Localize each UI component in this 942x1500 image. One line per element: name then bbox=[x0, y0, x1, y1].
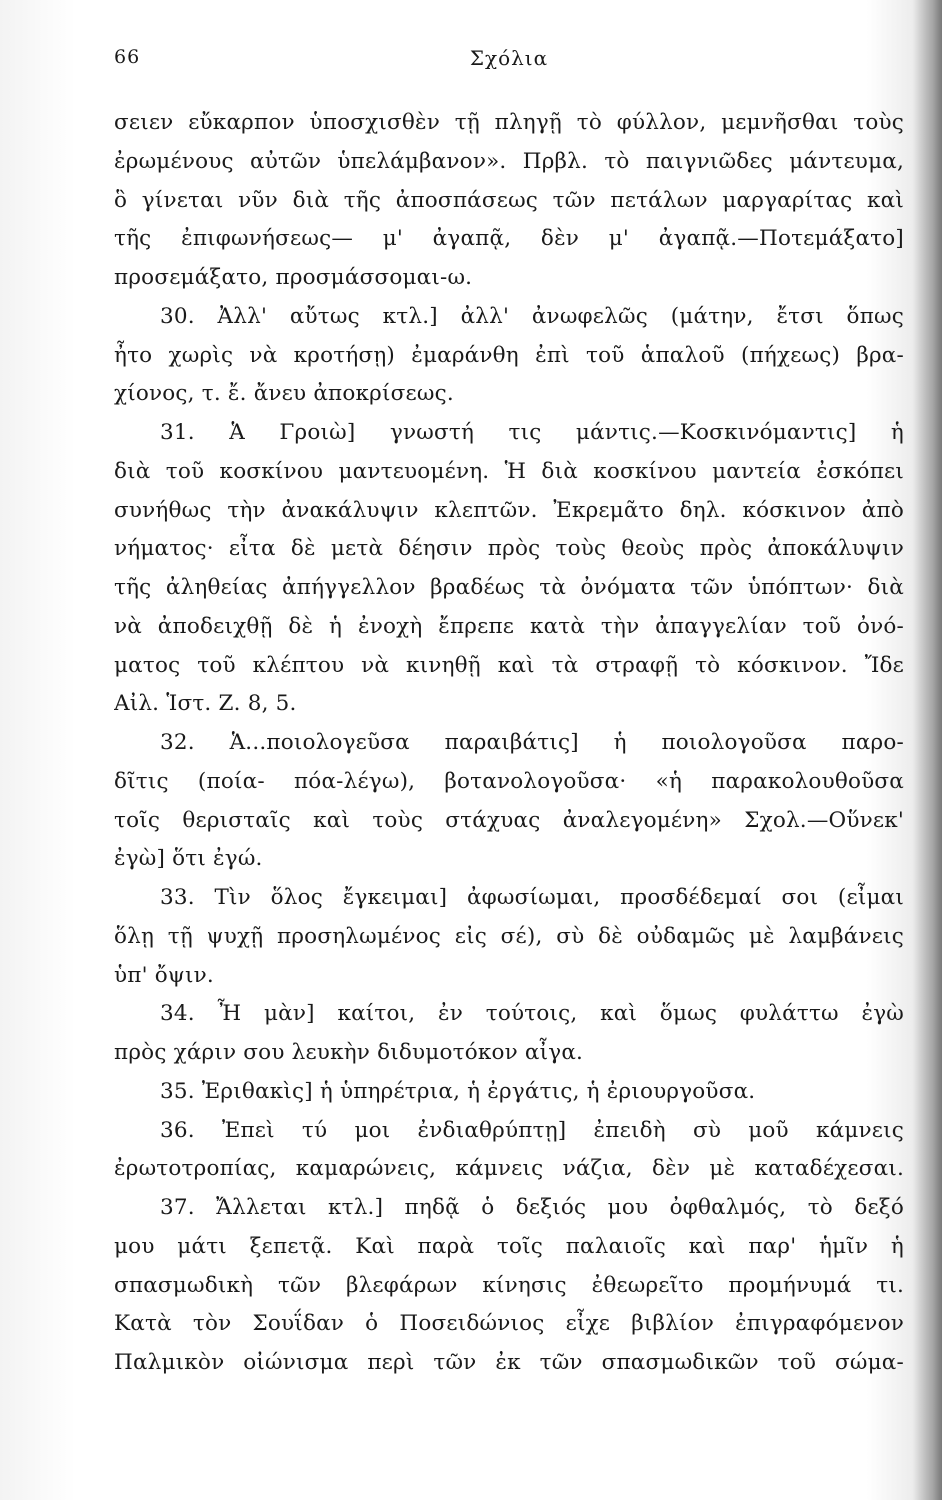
text-line: δῖτις (ποία- πόα-λέγω), βοτανολογοῦσα· «ἡ παρακολουθοῦσα bbox=[114, 768, 904, 794]
text-line: διὰ τοῦ κοσκίνου μαντευομένη. Ἡ διὰ κοσκίνου μαντεία ἐσκόπει bbox=[114, 458, 904, 484]
text-line: τοῖς θερισταῖς καὶ τοὺς στάχυας ἀναλεγομένη» Σχολ.—Οὕνεκ' bbox=[114, 807, 904, 833]
text-line: μου μάτι ξεπετᾷ. Καὶ παρὰ τοῖς παλαιοῖς καὶ παρ' ἡμῖν ἡ bbox=[114, 1233, 904, 1259]
running-head: Σχόλια bbox=[469, 46, 549, 70]
text-line: σπασμωδικὴ τῶν βλεφάρων κίνησις ἐθεωρεῖτο προμήνυμά τι. bbox=[114, 1272, 904, 1298]
text-line: νὰ ἀποδειχθῇ δὲ ἡ ἐνοχὴ ἔπρεπε κατὰ τὴν ἀπαγγελίαν τοῦ ὀνό- bbox=[114, 613, 904, 639]
text-line: ματος τοῦ κλέπτου νὰ κινηθῇ καὶ τὰ στραφῇ τὸ κόσκινον. Ἴδε bbox=[114, 652, 904, 678]
page-edge-shadow bbox=[912, 0, 942, 1500]
text-line: ἐρωμένους αὐτῶν ὑπελάμβανον». Πρβλ. τὸ παιγνιῶδες μάντευμα, bbox=[114, 148, 904, 174]
note-34-line: 34. Ἦ μὰν] καίτοι, ἐν τούτοις, καὶ ὅμως φυλάττω ἐγὼ bbox=[160, 1001, 904, 1027]
note-31-line: 31. Ἁ Γροιὼ] γνωστή τις μάντις.—Κοσκινόμαντις] ἡ bbox=[160, 420, 904, 445]
text-line: ἐγὼ] ὅτι ἐγώ. bbox=[114, 846, 263, 872]
note-36-line: 36. Ἐπεὶ τύ μοι ἐνδιαθρύπτῃ] ἐπειδὴ σὺ μοῦ κάμνεις bbox=[160, 1117, 904, 1143]
page-header bbox=[114, 46, 904, 76]
text-line: Παλμικὸν οἰώνισμα περὶ τῶν ἐκ τῶν σπασμωδικῶν τοῦ σώμα- bbox=[114, 1350, 904, 1375]
text-line: προσεμάξατο, προσμάσσομαι-ω. bbox=[114, 265, 473, 290]
note-32-line: 32. Ἁ...ποιολογεῦσα παραιβάτις] ἡ ποιολογοῦσα παρο- bbox=[160, 730, 904, 755]
text-line: ἐρωτοτροπίας, καμαρώνεις, κάμνεις νάζια, δὲν μὲ καταδέχεσαι. bbox=[114, 1156, 904, 1182]
text-line: ὅλῃ τῇ ψυχῇ προσηλωμένος εἰς σέ), σὺ δὲ οὐδαμῶς μὲ λαμβάνεις bbox=[114, 923, 904, 949]
page-number: 66 bbox=[114, 46, 141, 68]
note-33-line: 33. Τὶν ὅλος ἔγκειμαι] ἀφωσίωμαι, προσδέδεμαί σοι (εἶμαι bbox=[160, 885, 904, 910]
note-35-line: 35. Ἐριθακὶς] ἡ ὑπηρέτρια, ἡ ἐργάτις, ἡ ἐριουργοῦσα. bbox=[160, 1078, 756, 1104]
text-line: τῆς ἀληθείας ἀπήγγελλον βραδέως τὰ ὀνόματα τῶν ὑπόπτων· διὰ bbox=[114, 575, 904, 600]
text-line: πρὸς χάριν σου λευκὴν διδυμοτόκον αἶγα. bbox=[114, 1040, 584, 1065]
text-line: χίονος, τ. ἔ. ἄνευ ἀποκρίσεως. bbox=[114, 381, 454, 407]
commentary-text bbox=[114, 104, 904, 1383]
note-30-line: 30. Ἀλλ' αὔτως κτλ.] ἀλλ' ἀνωφελῶς (μάτην, ἔτσι ὅπως bbox=[160, 303, 904, 329]
text-line: ὃ γίνεται νῦν διὰ τῆς ἀποσπάσεως τῶν πετάλων μαργαρίτας καὶ bbox=[114, 187, 904, 213]
note-37-line: 37. Ἄλλεται κτλ.] πηδᾷ ὁ δεξιός μου ὀφθαλμός, τὸ δεξό bbox=[160, 1195, 904, 1220]
text-line: σειεν εὔκαρπον ὑποσχισθὲν τῇ πληγῇ τὸ φύλλον, μεμνῆσθαι τοὺς bbox=[114, 110, 904, 135]
text-line: τῆς ἐπιφωνήσεως— μ' ἀγαπᾷ, δὲν μ' ἀγαπᾷ.—Ποτεμάξατο] bbox=[114, 226, 904, 252]
text-line: συνήθως τὴν ἀνακάλυψιν κλεπτῶν. Ἐκρεμᾶτο δηλ. κόσκινον ἀπὸ bbox=[114, 497, 904, 523]
text-line: νήματος· εἶτα δὲ μετὰ δέησιν πρὸς τοὺς θεοὺς πρὸς ἀποκάλυψιν bbox=[114, 536, 904, 562]
text-line: ἦτο χωρὶς νὰ κροτήσῃ) ἐμαράνθη ἐπὶ τοῦ ἁπαλοῦ (πήχεως) βρα- bbox=[114, 342, 904, 368]
text-line: Κατὰ τὸν Σουΐδαν ὁ Ποσειδώνιος εἶχε βιβλίον ἐπιγραφόμενον bbox=[114, 1311, 904, 1337]
text-line: Αἰλ. Ἱστ. Ζ. 8, 5. bbox=[114, 691, 297, 717]
text-line: ὑπ' ὄψιν. bbox=[114, 962, 214, 988]
